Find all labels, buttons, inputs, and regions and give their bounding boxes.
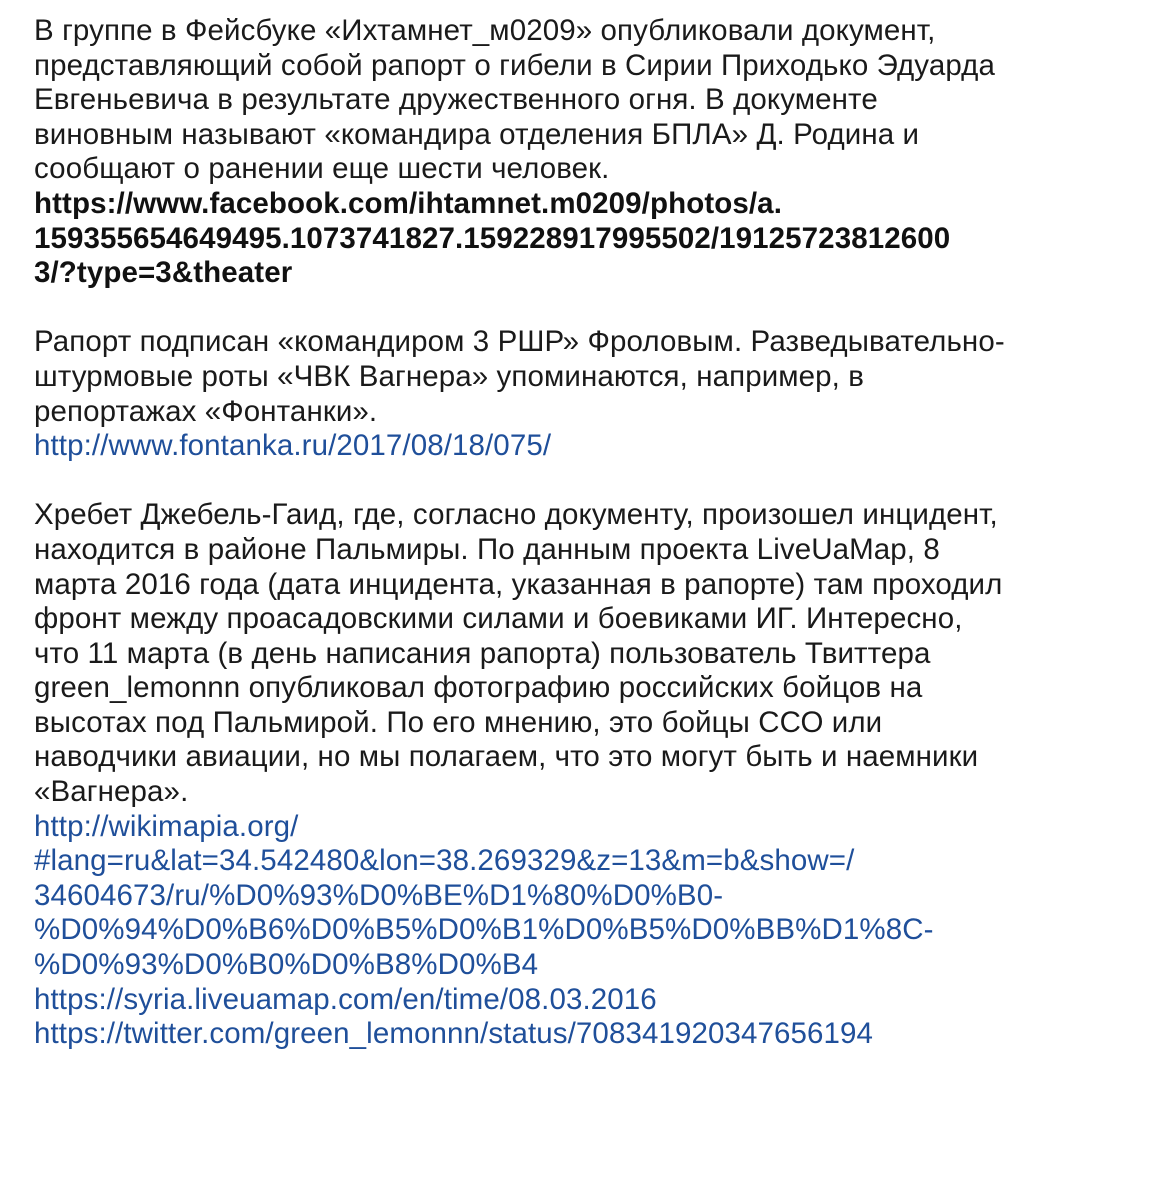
text-line: находится в районе Пальмиры. По данным проекта LiveUaMap, 8	[34, 532, 940, 566]
wikimapia-link[interactable]: 34604673/ru/%D0%93%D0%BE%D1%80%D0%B0-	[34, 878, 724, 912]
text-line: виновным называют «командира отделения БПЛА» Д. Родина и	[34, 117, 920, 151]
paragraph-jebel-incident	[34, 498, 1154, 1052]
paragraph-spacer	[34, 291, 1154, 326]
wikimapia-link[interactable]: %D0%93%D0%B0%D0%B8%D0%B4	[34, 948, 539, 982]
document-body	[34, 14, 1154, 1052]
wikimapia-link[interactable]: http://wikimapia.org/	[34, 809, 299, 843]
text-line: В группе в Фейсбуке «Ихтамнет_м0209» опубликовали документ,	[34, 14, 936, 47]
text-line: что 11 марта (в день написания рапорта) пользователь Твиттера	[34, 636, 931, 670]
paragraph-report-signed	[34, 325, 1154, 463]
wikimapia-link[interactable]: %D0%94%D0%B6%D0%B5%D0%B1%D0%B5%D0%BB%D1%8C-	[34, 913, 934, 947]
text-line: представляющий собой рапорт о гибели в Сирии Приходько Эдуарда	[34, 48, 995, 82]
facebook-link[interactable]: 3/?type=3&theater	[34, 256, 293, 290]
twitter-link[interactable]: https://twitter.com/green_lemonnn/status/708341920347656194	[34, 1017, 874, 1051]
text-line: репортажах «Фонтанки».	[34, 394, 378, 428]
fontanka-link[interactable]: http://www.fontanka.ru/2017/08/18/075/	[34, 429, 552, 463]
text-line: наводчики авиации, но мы полагаем, что это могут быть и наемники	[34, 740, 979, 774]
text-line: сообщают о ранении еще шести человек.	[34, 152, 610, 186]
text-line: Хребет Джебель-Гаид, где, согласно документу, произошел инцидент,	[34, 498, 998, 532]
text-line: «Вагнера».	[34, 775, 189, 809]
text-line: штурмовые роты «ЧВК Вагнера» упоминаются, например, в	[34, 359, 865, 393]
liveuamap-link[interactable]: https://syria.liveuamap.com/en/time/08.03.2016	[34, 982, 657, 1016]
paragraph-facebook-report	[34, 14, 1154, 291]
text-line: Евгеньевича в результате дружественного огня. В документе	[34, 83, 878, 117]
text-line: марта 2016 года (дата инцидента, указанная в рапорте) там проходил	[34, 567, 1003, 601]
paragraph-spacer	[34, 464, 1154, 499]
facebook-link[interactable]: https://www.facebook.com/ihtamnet.m0209/photos/a.	[34, 186, 782, 220]
text-line: высотах под Пальмирой. По его мнению, это бойцы ССО или	[34, 705, 883, 739]
wikimapia-link[interactable]: #lang=ru&lat=34.542480&lon=38.269329&z=13&m=b&show=/	[34, 844, 855, 878]
text-line: фронт между проасадовскими силами и боевиками ИГ. Интересно,	[34, 602, 963, 636]
text-line: Рапорт подписан «командиром 3 РШР» Фроловым. Разведывательно-	[34, 325, 1005, 359]
facebook-link[interactable]: 159355654649495.1073741827.159228917995502/19125723812600	[34, 221, 951, 255]
text-line: green_lemonnn опубликовал фотографию российских бойцов на	[34, 671, 923, 705]
